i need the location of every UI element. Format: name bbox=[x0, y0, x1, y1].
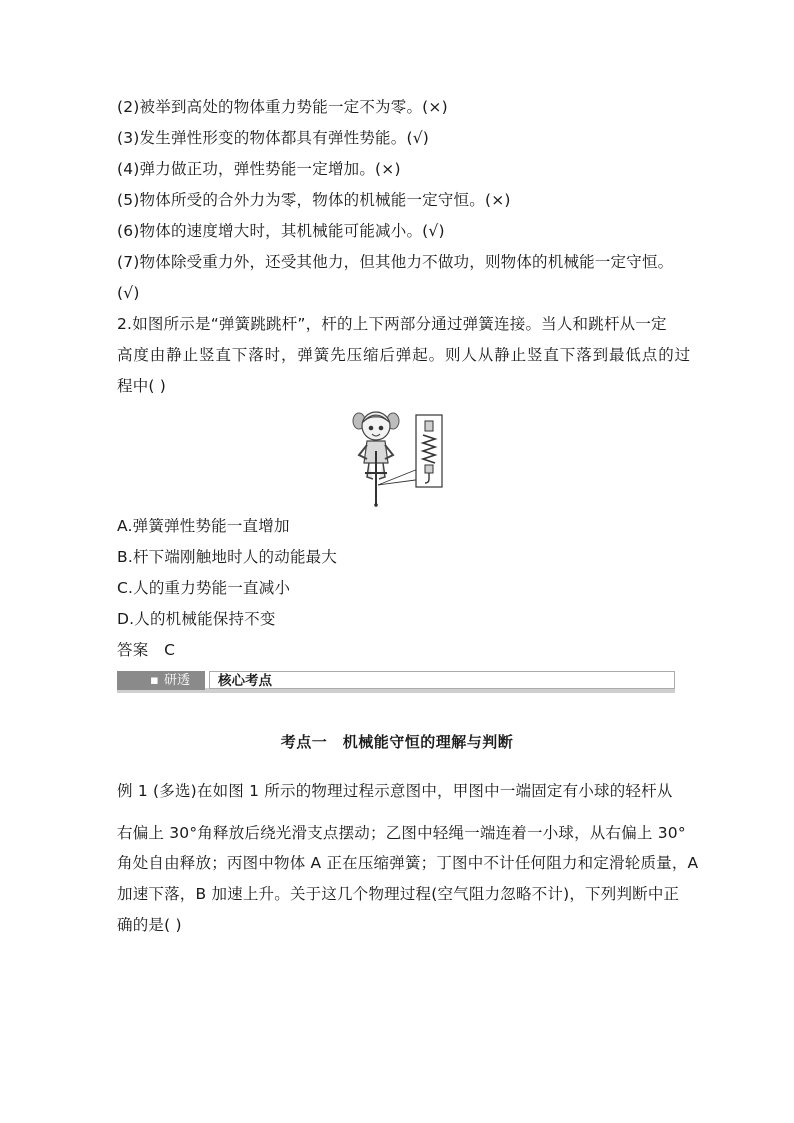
option-c: C.人的重力势能一直减小 bbox=[117, 579, 291, 597]
question-2-line-2: 高度由静止竖直下落时，弹簧先压缩后弹起。则人从静止竖直下落到最低点的过 bbox=[117, 346, 692, 364]
answer: 答案 C bbox=[117, 641, 176, 659]
banner-title: 核心考点 bbox=[209, 671, 675, 689]
option-a: A.弹簧弹性势能一直增加 bbox=[117, 517, 290, 535]
example-1-line-5: 确的是( ) bbox=[117, 916, 182, 934]
section-title: 考点一 机械能守恒的理解与判断 bbox=[280, 733, 514, 751]
statement-3: (3)发生弹性形变的物体都具有弹性势能。(√) bbox=[117, 129, 430, 147]
example-1-line-3: 角处自由释放；丙图中物体 A 正在压缩弹簧；丁图中不计任何阻力和定滑轮质量，A bbox=[117, 854, 699, 872]
core-topics-banner bbox=[117, 671, 675, 693]
example-1-line-2: 右偏上 30°角释放后绕光滑支点摆动；乙图中轻绳一端连着一小球，从右偏上 30° bbox=[117, 824, 686, 842]
example-1-line-1: 例 1 (多选)在如图 1 所示的物理过程示意图中，甲图中一端固定有小球的轻杆从 bbox=[117, 782, 673, 800]
banner-tag bbox=[117, 671, 205, 690]
option-b: B.杆下端刚触地时人的动能最大 bbox=[117, 548, 338, 566]
bullet-icon: ▪ bbox=[150, 673, 159, 688]
question-2-line-3: 程中( ) bbox=[117, 377, 167, 395]
statement-2: (2)被举到高处的物体重力势能一定不为零。(×) bbox=[117, 98, 448, 116]
option-d: D.人的机械能保持不变 bbox=[117, 610, 276, 628]
statement-7: (7)物体除受重力外，还受其他力，但其他力不做功，则物体的机械能一定守恒。 bbox=[117, 253, 674, 271]
question-2-line-1: 2.如图所示是“弹簧跳跳杆”，杆的上下两部分通过弹簧连接。当人和跳杆从一定 bbox=[117, 315, 667, 333]
example-1-line-4: 加速下落，B 加速上升。关于这几个物理过程(空气阻力忽略不计)，下列判断中正 bbox=[117, 885, 680, 903]
statement-5: (5)物体所受的合外力为零，物体的机械能一定守恒。(×) bbox=[117, 191, 511, 209]
statement-7-mark: (√) bbox=[117, 284, 140, 302]
statement-6: (6)物体的速度增大时，其机械能可能减小。(√) bbox=[117, 222, 445, 240]
statement-4: (4)弹力做正功，弹性势能一定增加。(×) bbox=[117, 160, 401, 178]
banner-tag-label: 研透 bbox=[164, 673, 191, 688]
pogo-stick-illustration bbox=[345, 405, 445, 510]
